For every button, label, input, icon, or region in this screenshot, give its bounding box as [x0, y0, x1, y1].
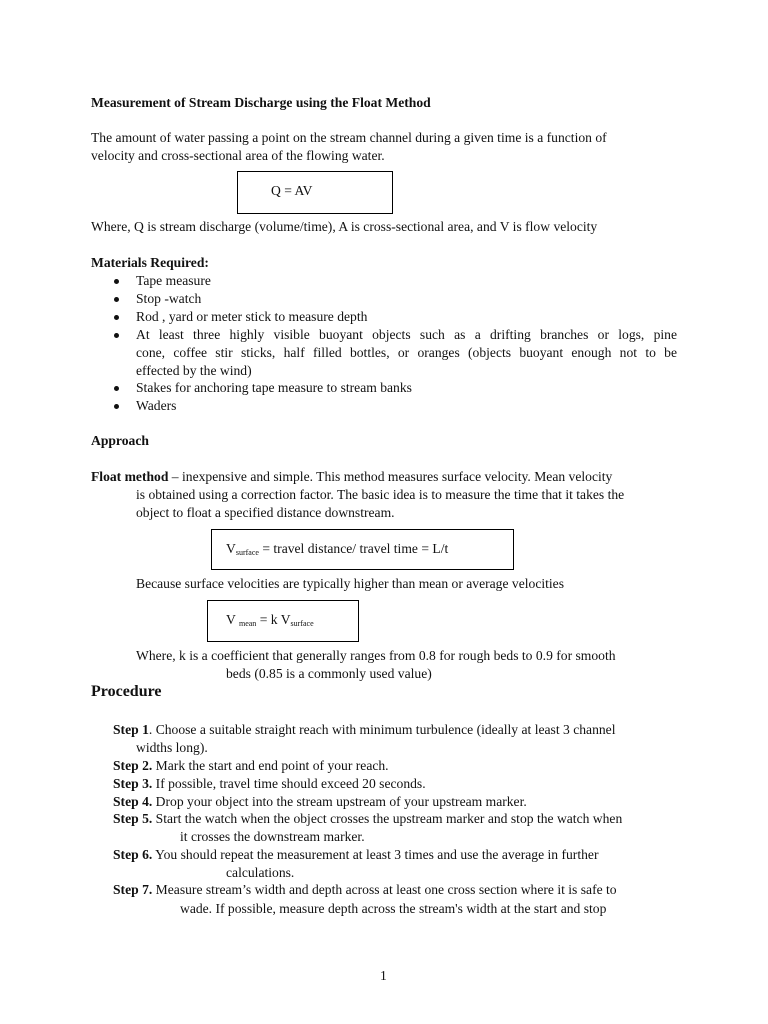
float-method-label: Float method: [91, 469, 169, 484]
material-item: Waders: [136, 398, 177, 413]
step-5: Step 5. Start the watch when the object crosses the upstream marker and stop the watch when: [113, 811, 623, 826]
formula-vsurface: $V_{surface}$ = travel distance/ travel time = L/t: [226, 541, 449, 557]
step-6: Step 6. You should repeat the measurement at least 3 times and use the average in further: [113, 847, 599, 862]
formula-vmean: V $_{mean}$ = k $V_{surface}$: [226, 612, 314, 628]
formula-q-box: [237, 171, 393, 214]
formula-vsurface-box: [211, 529, 514, 570]
step-6-continued: calculations.: [226, 865, 295, 880]
material-item: Stop -watch: [136, 291, 202, 306]
page-number: 1: [380, 968, 387, 983]
intro-line-2: velocity and cross-sectional area of the flowing water.: [91, 148, 385, 163]
float-method-line-2: is obtained using a correction factor. The basic idea is to measure the time that it takes the: [136, 487, 625, 502]
material-item: Rod , yard or meter stick to measure depth: [136, 309, 368, 324]
float-method-line-1: [91, 468, 612, 486]
where-k-line-2: beds (0.85 is a commonly used value): [226, 666, 432, 681]
where-k-line-1: Where, k is a coefficient that generally ranges from 0.8 for rough beds to 0.9 for smooth: [136, 648, 616, 663]
step-7: Step 7. Measure stream’s width and depth across at least one cross section where it is safe to: [113, 882, 617, 897]
float-method-line-3: object to float a specified distance downstream.: [136, 505, 395, 520]
bullet-icon: [114, 404, 119, 409]
bullet-icon: [114, 333, 119, 338]
bullet-icon: [114, 279, 119, 284]
step-4: Step 4. Drop your object into the stream upstream of your upstream marker.: [113, 794, 527, 809]
where-q-text: Where, Q is stream discharge (volume/time), A is cross-sectional area, and V is flow velocity: [91, 219, 598, 234]
step-7-continued: wade. If possible, measure depth across the stream's width at the start and stop: [180, 901, 607, 916]
material-item: At least three highly visible buoyant objects such as a drifting branches or logs, pine: [136, 327, 677, 342]
step-1-continued: widths long).: [136, 740, 208, 755]
materials-heading: Materials Required:: [91, 255, 209, 270]
step-1: Step 1. Choose a suitable straight reach with minimum turbulence (ideally at least 3 channel: [113, 722, 616, 737]
step-2: Step 2. Mark the start and end point of your reach.: [113, 758, 389, 773]
formula-q: Q = AV: [271, 183, 313, 198]
material-item-continued: cone, coffee stir sticks, half filled bottles, or oranges (objects buoyant enough not to be: [136, 345, 677, 360]
material-item: Stakes for anchoring tape measure to stream banks: [136, 380, 412, 395]
document-title: Measurement of Stream Discharge using the Float Method: [91, 95, 431, 110]
intro-line-1: The amount of water passing a point on the stream channel during a given time is a function of: [91, 130, 607, 145]
because-text: Because surface velocities are typically higher than mean or average velocities: [136, 576, 565, 591]
formula-vmean-box: [207, 600, 359, 642]
float-method-text: – inexpensive and simple. This method measures surface velocity. Mean velocity: [168, 469, 613, 484]
bullet-icon: [114, 386, 119, 391]
step-3: Step 3. If possible, travel time should exceed 20 seconds.: [113, 776, 426, 791]
bullet-icon: [114, 315, 119, 320]
approach-heading: Approach: [91, 433, 149, 448]
material-item-continued: effected by the wind): [136, 363, 252, 378]
step-5-continued: it crosses the downstream marker.: [180, 829, 365, 844]
bullet-icon: [114, 297, 119, 302]
procedure-heading: Procedure: [91, 683, 162, 700]
material-item: Tape measure: [136, 273, 211, 288]
